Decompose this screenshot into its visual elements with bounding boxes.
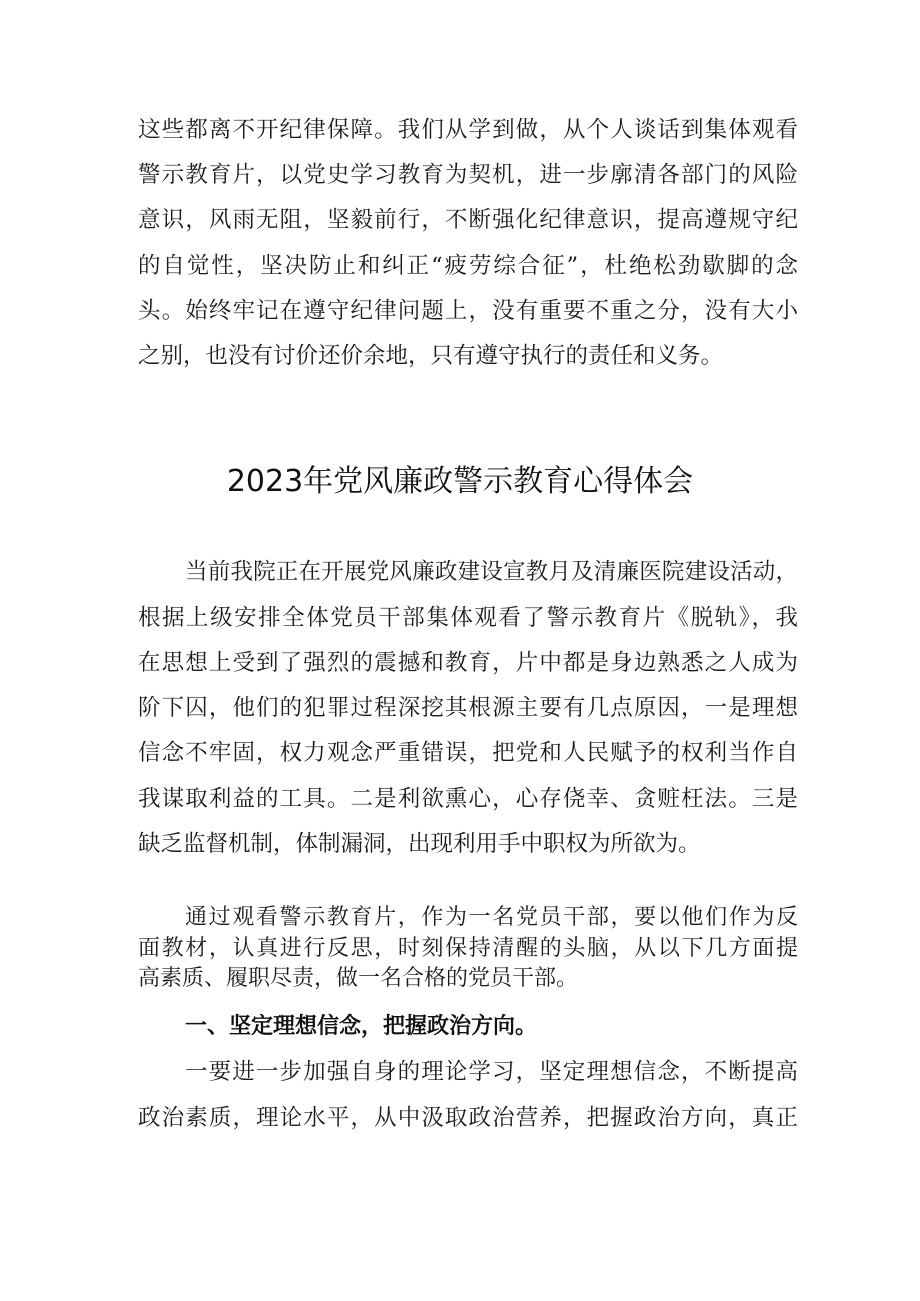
- para1-line-3: 在思想上受到了强烈的震撼和教育，片中都是身边熟悉之人成为: [138, 650, 798, 676]
- intro-line-1: 这些都离不开纪律保障。我们从学到做，从个人谈话到集体观看: [138, 117, 798, 143]
- para1-line-5: 信念不牢固，权力观念严重错误，把党和人民赋予的权利当作自: [138, 740, 798, 766]
- para3-line-1: 一要进一步加强自身的理论学习，坚定理想信念，不断提高: [185, 1059, 798, 1085]
- para2-line-1: 通过观看警示教育片，作为一名党员干部，要以他们作为反: [185, 905, 798, 930]
- document-title: 2023年党风廉政警示教育心得体会: [226, 464, 694, 499]
- intro-line-6: 之别，也没有讨价还价余地，只有遵守执行的责任和义务。: [138, 343, 724, 369]
- para1-line-6: 我谋取利益的工具。二是利欲熏心，心存侥幸、贪赃枉法。三是: [138, 786, 798, 812]
- para1-line-2: 根据上级安排全体党员干部集体观看了警示教育片《脱轨》，我: [138, 605, 798, 631]
- section-heading-1: 一、坚定理想信念，把握政治方向。: [185, 1014, 538, 1039]
- para1-line-1: 当前我院正在开展党风廉政建设宣教月及清廉医院建设活动，: [185, 559, 798, 585]
- intro-line-5: 头。始终牢记在遵守纪律问题上，没有重要不重之分，没有大小: [138, 298, 798, 324]
- para3-line-2: 政治素质，理论水平，从中汲取政治营养，把握政治方向，真正: [138, 1105, 798, 1131]
- intro-line-2: 警示教育片，以党史学习教育为契机，进一步廓清各部门的风险: [138, 162, 798, 188]
- para1-line-4: 阶下囚，他们的犯罪过程深挖其根源主要有几点原因，一是理想: [138, 695, 798, 721]
- intro-line-4: 的自觉性，坚决防止和纠正“疲劳综合征”，杜绝松劲歇脚的念: [138, 253, 798, 279]
- para2-line-3: 高素质、履职尽责，做一名合格的党员干部。: [138, 966, 579, 991]
- para1-line-7: 缺乏监督机制，体制漏洞，出现利用手中职权为所欲为。: [138, 831, 701, 857]
- para2-line-2: 面教材，认真进行反思，时刻保持清醒的头脑，从以下几方面提: [138, 936, 798, 961]
- intro-line-3: 意识，风雨无阻，坚毅前行，不断强化纪律意识，提高遵规守纪: [138, 207, 798, 233]
